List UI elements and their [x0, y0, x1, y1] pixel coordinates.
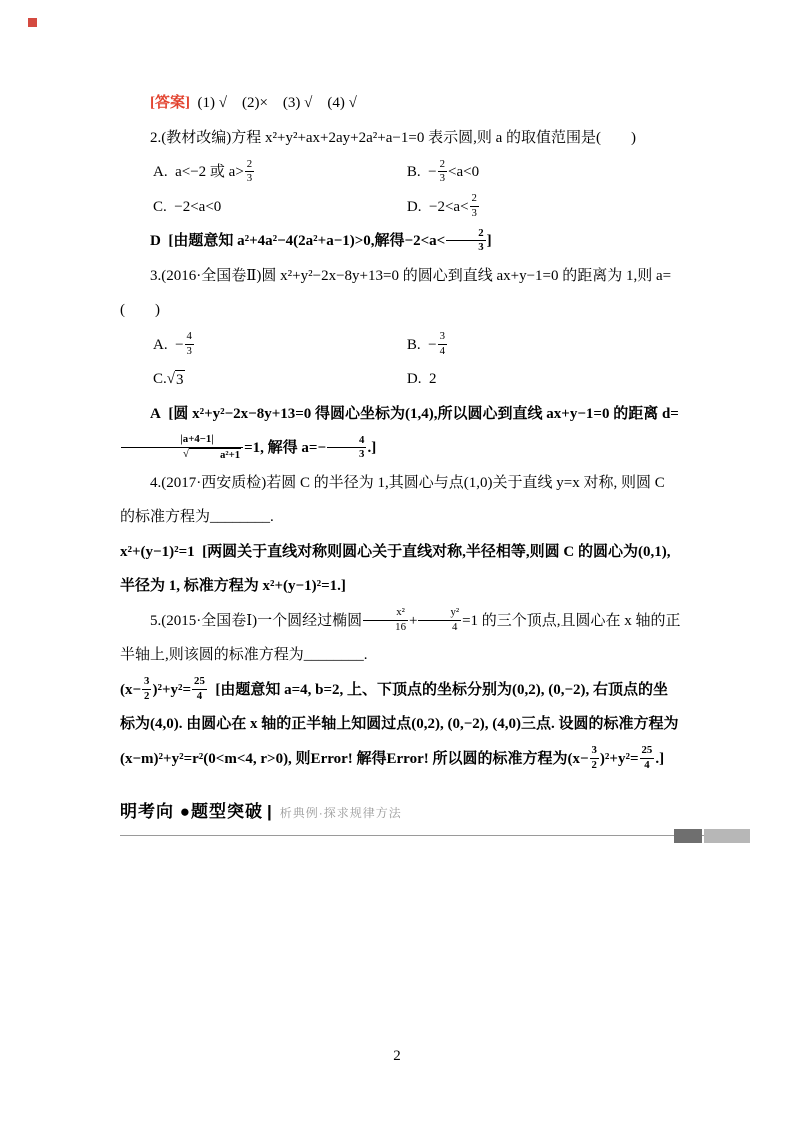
header-block-light — [704, 829, 750, 843]
question-2-option-d: D. −2<a< $\frac{2}{3}$ — [406, 192, 477, 219]
answer-line — [120, 86, 682, 121]
page-number: 2 — [393, 1048, 401, 1064]
question-2-option-b: B. − $\frac{2}{3}$ <a<0 — [406, 157, 480, 185]
section-separator: | — [267, 802, 272, 821]
question-2-answer: D [由题意知 a²+4a²−4(2a²+a−1)>0,解得−2<a< $\frac{2}{3}$ ] — [150, 226, 492, 254]
corner-mark — [28, 18, 37, 27]
question-5-stem: 5.(2015·全国卷Ⅰ)一个圆经过椭圆 $\frac{\text{x²}}{16}$ + $\frac{\text{y²}}{4}$ =1 的三个顶点,且圆心在 x 轴的正半轴上,则该圆的标准方程为________. — [120, 606, 681, 663]
question-4-answer: x²+(y−1)²=1 [两圆关于直线对称则圆心关于直线对称,半径相等,则圆 C 的圆心为(0,1), 半径为 1, 标准方程为 x²+(y−1)²=1.] — [120, 543, 671, 594]
question-3-option-a: A. − $\frac{4}{3}$ — [153, 330, 192, 357]
section-title: 明考向 ●题型突破 — [120, 802, 263, 821]
answer-label: [答案] — [150, 95, 190, 111]
question-2-option-c: C. −2<a<0 — [153, 198, 222, 215]
question-3-option-b: B. − $\frac{3}{4}$ — [406, 330, 446, 357]
question-2-option-a: A. a<−2 或 a> $\frac{2}{3}$ — [153, 157, 253, 185]
question-5-answer: (x− $\frac{3}{2}$ )²+y²= $\frac{25}{4}$ [由题意知 a=4, b=2, 上、下顶点的坐标分别为(0,2), (0,−2), 右顶点的坐标为(4,0). 由圆心在 x 轴的正半轴上知圆过点(0,2), (0,−2), (4,0)三点. 设圆的标准方程为(x−m)²+y²=r²(0<m<4, r>0), 则Error! 解得Error! 所以圆的标准方程为(x− $\frac{3}{2}$ )²+y²= $\frac{25}{4}$ .] — [120, 675, 679, 771]
question-4-stem: 4.(2017·西安质检)若圆 C 的半径为 1,其圆心与点(1,0)关于直线 y=x 对称, 则圆 C 的标准方程为________. — [120, 474, 665, 525]
question-2-stem: 2.(教材改编)方程 x²+y²+ax+2ay+2a²+a−1=0 表示圆,则 a 的取值范围是( ) — [150, 129, 636, 146]
question-3-options — [120, 328, 682, 397]
question-3-option-d: D. 2 — [406, 371, 437, 387]
question-3-stem: 3.(2016·全国卷Ⅱ)圆 x²+y²−2x−8y+13=0 的圆心到直线 ax+y−1=0 的距离为 1,则 a=( ) — [120, 267, 672, 318]
question-3-answer: A [圆 x²+y²−2x−8y+13=0 得圆心坐标为(1,4),所以圆心到直线 ax+y−1=0 的距离 d= |a+4−1| √ a²+1 =1, 解得 a=− $\frac{4}{3}$ .] — [120, 397, 682, 466]
section-header-blocks — [672, 829, 750, 843]
question-2-options — [120, 155, 682, 224]
answer-values: (1) √ (2)× (3) √ (4) √ — [190, 95, 357, 111]
question-3-option-c: C. √ 3 — [153, 371, 184, 388]
header-block-dark — [674, 829, 702, 843]
section-subtitle: 析典例·探求规律方法 — [279, 806, 402, 820]
section-header — [120, 792, 750, 836]
